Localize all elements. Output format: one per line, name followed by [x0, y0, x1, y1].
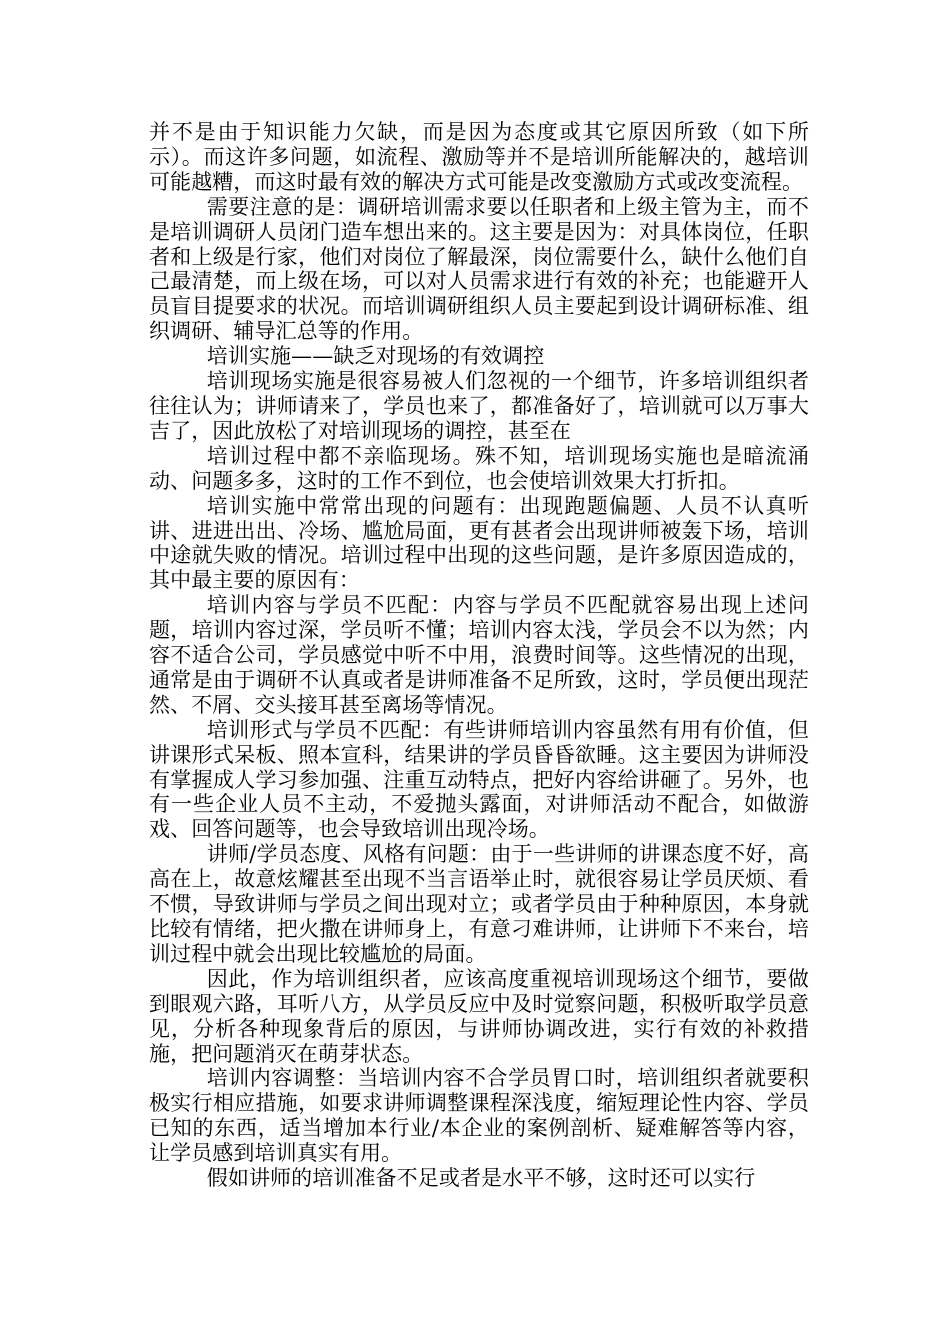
section-heading: 培训实施——缺乏对现场的有效调控 [206, 344, 545, 369]
paragraph-7: 培训形式与学员不匹配：有些讲师培训内容虽然有用有价值，但讲课形式呆板、照本宣科，结果讲的学员昏昏欲睡。这主要因为讲师没有掌握成人学习参加强、注重互动特点，把好内容给讲砸了。另外，也有一些企业人员不主动，不爱抛头露面，对讲师活动不配合，如做游戏、回答问题等，也会导致培训出现冷场。 [149, 717, 809, 842]
paragraph-8: 讲师/学员态度、风格有问题：由于一些讲师的讲课态度不好，高高在上，故意炫耀甚至出现不当言语举止时，就很容易让学员厌烦、看不惯，导致讲师与学员之间出现对立；或者学员由于种种原因，本身就比较有情绪，把火撒在讲师身上，有意刁难讲师，让讲师下不来台，培训过程中就会出现比较尴尬的局面。 [149, 842, 809, 966]
paragraph-2: 需要注意的是：调研培训需求要以任职者和上级主管为主，而不是培训调研人员闭门造车想出来的。这主要是因为：对具体岗位，任职者和上级是行家，他们对岗位了解最深，岗位需要什么，缺什么他们自己最清楚，而上级在场，可以对人员需求进行有效的补充；也能避开人员盲目提要求的状况。而培训调研组织人员主要起到设计调研标准、组织调研、辅导汇总等的作用。 [149, 194, 809, 344]
paragraph-11: 假如讲师的培训准备不足或者是水平不够，这时还可以实行 [206, 1166, 756, 1191]
paragraph-1: 并不是由于知识能力欠缺，而是因为态度或其它原因所致（如下所示）。而这许多问题，如流程、激励等并不是培训所能解决的，越培训可能越糟，而这时最有效的解决方式可能是改变激励方式或改变流程。 [149, 120, 809, 194]
paragraph-9: 因此，作为培训组织者，应该高度重视培训现场这个细节，要做到眼观六路，耳听八方，从学员反应中及时觉察问题，积极听取学员意见，分析各种现象背后的原因，与讲师协调改进，实行有效的补救措施，把问题消灭在萌芽状态。 [149, 966, 809, 1066]
document-page [149, 120, 809, 1191]
paragraph-5: 培训实施中常常出现的问题有：出现跑题偏题、人员不认真听讲、进进出出、冷场、尴尬局面，更有甚者会出现讲师被轰下场，培训中途就失败的情况。培训过程中出现的这些问题，是许多原因造成的，其中最主要的原因有： [149, 493, 809, 593]
paragraph-3: 培训现场实施是很容易被人们忽视的一个细节，许多培训组织者往往认为；讲师请来了，学员也来了，都准备好了，培训就可以万事大吉了，因此放松了对培训现场的调控，甚至在 [149, 369, 809, 443]
paragraph-6: 培训内容与学员不匹配：内容与学员不匹配就容易出现上述问题，培训内容过深，学员听不懂；培训内容太浅，学员会不以为然；内容不适合公司，学员感觉中听不中用，浪费时间等。这些情况的出现，通常是由于调研不认真或者是讲师准备不足所致，这时，学员便出现茫然、不屑、交头接耳甚至离场等情况。 [149, 593, 809, 717]
paragraph-10: 培训内容调整：当培训内容不合学员胃口时，培训组织者就要积极实行相应措施，如要求讲师调整课程深浅度，缩短理论性内容、学员已知的东西，适当增加本行业/本企业的案例剖析、疑难解答等内容，让学员感到培训真实有用。 [149, 1066, 809, 1166]
paragraph-4: 培训过程中都不亲临现场。殊不知，培训现场实施也是暗流涌动、问题多多，这时的工作不到位，也会使培训效果大打折扣。 [149, 443, 809, 493]
